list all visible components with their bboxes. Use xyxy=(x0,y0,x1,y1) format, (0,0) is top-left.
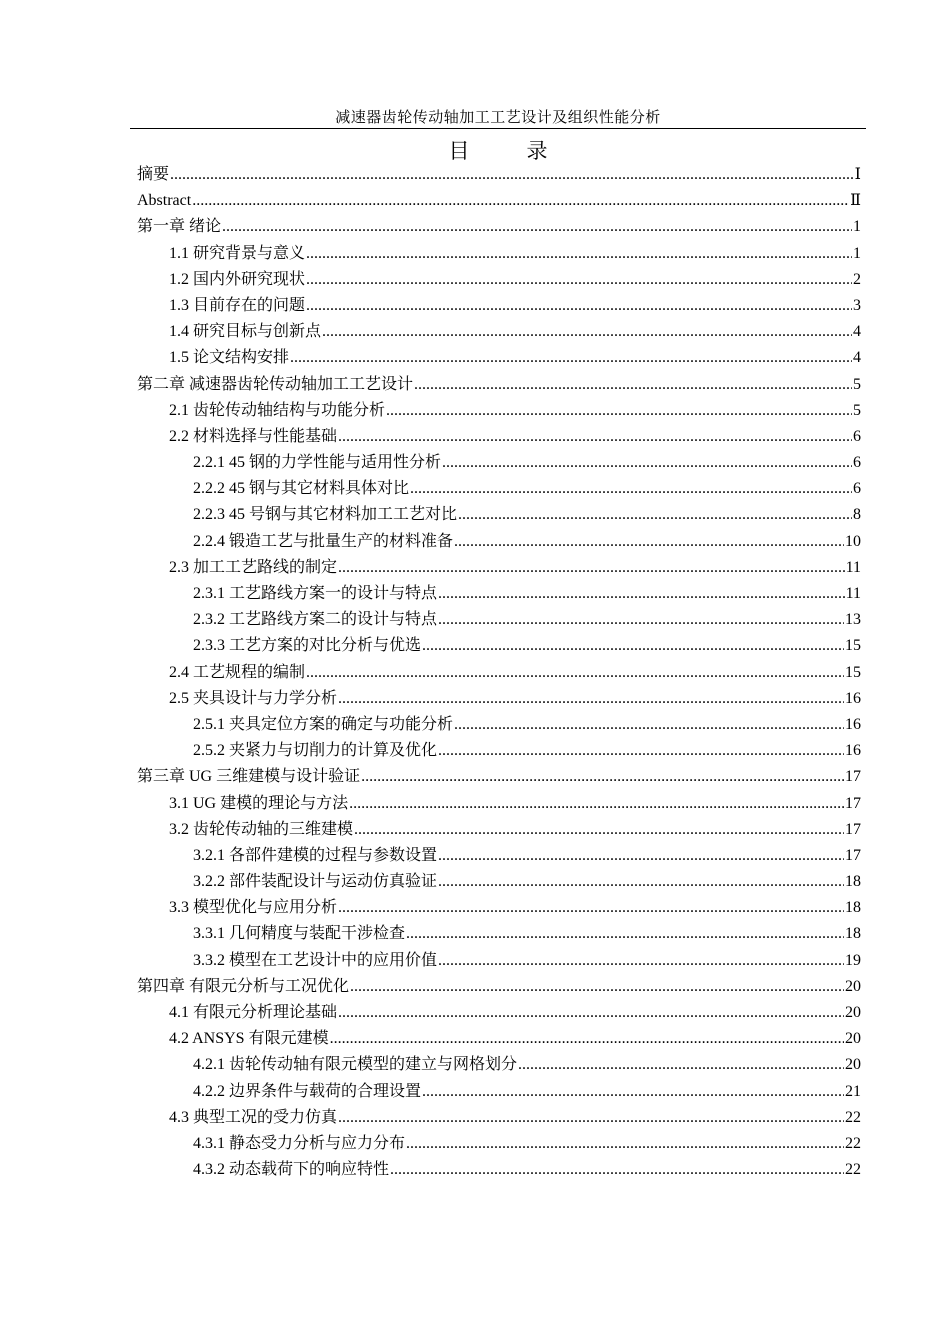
dot-leader xyxy=(322,319,852,345)
dot-leader xyxy=(306,241,852,267)
dot-leader xyxy=(338,555,845,581)
dot-leader xyxy=(338,895,844,921)
toc-entry-title: 4.3.1 静态受力分析与应力分布 xyxy=(193,1134,406,1152)
dot-leader xyxy=(222,214,852,240)
toc-entry[interactable] xyxy=(137,267,861,293)
toc-entry[interactable] xyxy=(137,1052,861,1078)
toc-entry[interactable] xyxy=(137,188,861,214)
toc-entry-title: 第四章 有限元分析与工况优化 xyxy=(137,977,350,995)
toc-entry-title: 4.1 有限元分析理论基础 xyxy=(169,1004,338,1021)
dot-leader xyxy=(422,633,844,659)
toc-entry[interactable] xyxy=(137,502,861,528)
toc-entry-page: 6 xyxy=(853,480,861,498)
toc-entry-title: 2.3.1 工艺路线方案一的设计与特点 xyxy=(193,585,438,602)
toc-entry-page: 3 xyxy=(853,296,861,314)
toc-entry-page: 16 xyxy=(845,715,861,733)
toc-entry-page: 4 xyxy=(853,323,861,341)
toc-title: 目 录 xyxy=(448,139,566,163)
toc-entry[interactable] xyxy=(137,817,861,843)
dot-leader xyxy=(349,791,844,817)
toc-entry-title: Abstract xyxy=(137,192,192,210)
toc-entry-title: 3.3.2 模型在工艺设计中的应用价值 xyxy=(193,951,438,969)
toc-entry[interactable] xyxy=(137,607,861,633)
toc-entry-page: 20 xyxy=(845,1056,861,1074)
toc-entry[interactable] xyxy=(137,712,861,738)
toc-entry-title: 3.2.1 各部件建模的过程与参数设置 xyxy=(193,846,438,864)
toc-entry-page: 18 xyxy=(845,873,861,891)
toc-entry[interactable] xyxy=(137,372,861,398)
toc-entry-page: 13 xyxy=(845,611,861,629)
toc-entry[interactable] xyxy=(137,424,861,450)
toc-entry[interactable] xyxy=(137,1000,861,1026)
toc-entry-title: 2.5.2 夹紧力与切削力的计算及优化 xyxy=(193,742,438,760)
toc-entry[interactable] xyxy=(137,948,861,974)
toc-entry-page: 6 xyxy=(853,454,861,472)
toc-entry-page: 22 xyxy=(845,1161,861,1179)
toc-entry-page: 21 xyxy=(845,1082,861,1100)
toc-entry-title: 2.1 齿轮传动轴结构与功能分析 xyxy=(169,401,386,419)
toc-entry[interactable] xyxy=(137,974,861,1000)
toc-entry[interactable] xyxy=(137,1079,861,1105)
toc-entry-title: 2.2 材料选择与性能基础 xyxy=(169,427,338,445)
running-header: 减速器齿轮传动轴加工工艺设计及组织性能分析 xyxy=(335,110,661,126)
dot-leader xyxy=(518,1052,844,1078)
dot-leader xyxy=(454,529,844,555)
dot-leader xyxy=(438,843,844,869)
toc-entry-page: 22 xyxy=(845,1108,861,1126)
dot-leader xyxy=(290,345,852,371)
toc-entry-page: 19 xyxy=(845,951,861,969)
toc-entry[interactable] xyxy=(137,241,861,267)
dot-leader xyxy=(458,502,852,528)
toc-entry[interactable] xyxy=(137,1131,861,1157)
dot-leader xyxy=(361,764,844,790)
dot-leader xyxy=(442,450,852,476)
toc-entry-page: 17 xyxy=(845,768,861,786)
toc-entry[interactable] xyxy=(137,162,861,188)
toc-entry-title: 2.5 夹具设计与力学分析 xyxy=(169,689,338,707)
toc-entry-title: 摘要 xyxy=(137,166,170,183)
toc-entry[interactable] xyxy=(137,738,861,764)
toc-entry-title: 第三章 UG 三维建模与设计验证 xyxy=(137,768,361,786)
toc-entry[interactable] xyxy=(137,921,861,947)
toc-entry[interactable] xyxy=(137,1105,861,1131)
toc-entry[interactable] xyxy=(137,1157,861,1183)
toc-entry-title: 4.2 ANSYS 有限元建模 xyxy=(169,1030,329,1048)
toc-entry-page: 17 xyxy=(845,820,861,838)
toc-entry[interactable] xyxy=(137,529,861,555)
toc-entry-title: 1.5 论文结构安排 xyxy=(169,349,290,367)
dot-leader xyxy=(330,1026,844,1052)
toc-entry-title: 2.2.2 45 钢与其它材料具体对比 xyxy=(193,480,410,498)
toc-entry-page: 18 xyxy=(845,899,861,917)
dot-leader xyxy=(414,372,852,398)
toc-entry[interactable] xyxy=(137,293,861,319)
toc-entry-title: 2.3 加工工艺路线的制定 xyxy=(169,558,338,576)
dot-leader xyxy=(338,1105,844,1131)
toc-entry[interactable] xyxy=(137,869,861,895)
header-rule xyxy=(130,128,866,129)
toc-entry-page: 10 xyxy=(845,532,861,550)
toc-entry-page: 1 xyxy=(853,218,861,236)
toc-entry[interactable] xyxy=(137,555,861,581)
toc-entry-page: 17 xyxy=(845,846,861,864)
dot-leader xyxy=(338,686,844,712)
toc-entry-title: 4.2.1 齿轮传动轴有限元模型的建立与网格划分 xyxy=(193,1056,518,1074)
toc-entry-page: 20 xyxy=(845,977,861,995)
toc-entry-title: 1.3 目前存在的问题 xyxy=(169,296,306,314)
toc-entry-title: 3.2.2 部件装配设计与运动仿真验证 xyxy=(193,873,438,891)
dot-leader xyxy=(192,188,849,214)
dot-leader xyxy=(438,948,844,974)
dot-leader xyxy=(438,581,845,607)
toc-entry-title: 2.2.1 45 钢的力学性能与适用性分析 xyxy=(193,454,442,472)
toc-entry-title: 4.2.2 边界条件与载荷的合理设置 xyxy=(193,1082,422,1100)
toc-entry-page: Ⅰ xyxy=(854,166,861,183)
toc-entry-title: 3.3 模型优化与应用分析 xyxy=(169,899,338,917)
toc-entry-page: 16 xyxy=(845,742,861,760)
dot-leader xyxy=(306,267,852,293)
toc-entry-title: 2.4 工艺规程的编制 xyxy=(169,663,306,681)
toc-entry-page: 15 xyxy=(845,637,861,655)
toc-entry[interactable] xyxy=(137,345,861,371)
toc-entry-page: 5 xyxy=(853,375,861,393)
toc-entry-page: 5 xyxy=(853,401,861,419)
toc-entry-page: 2 xyxy=(853,270,861,288)
toc-entry[interactable] xyxy=(137,214,861,240)
toc-entry-page: 22 xyxy=(845,1134,861,1152)
dot-leader xyxy=(438,738,844,764)
toc-entry-title: 2.5.1 夹具定位方案的确定与功能分析 xyxy=(193,715,454,733)
toc-entry-title: 第一章 绪论 xyxy=(137,218,222,236)
dot-leader xyxy=(438,869,844,895)
dot-leader xyxy=(306,660,844,686)
toc-entry-title: 4.3 典型工况的受力仿真 xyxy=(169,1108,338,1126)
toc-entry[interactable] xyxy=(137,319,861,345)
dot-leader xyxy=(338,424,852,450)
toc-entry-title: 第二章 减速器齿轮传动轴加工工艺设计 xyxy=(137,375,414,393)
toc-entry[interactable] xyxy=(137,660,861,686)
dot-leader xyxy=(406,921,844,947)
dot-leader xyxy=(386,398,852,424)
toc-entry-title: 1.1 研究背景与意义 xyxy=(169,244,306,262)
dot-leader xyxy=(354,817,844,843)
dot-leader xyxy=(422,1079,844,1105)
toc-entry-page: 16 xyxy=(845,689,861,707)
toc-entry-title: 3.3.1 几何精度与装配干涉检查 xyxy=(193,925,406,943)
toc-entry[interactable] xyxy=(137,398,861,424)
dot-leader xyxy=(390,1157,844,1183)
dot-leader xyxy=(454,712,844,738)
table-of-contents xyxy=(137,162,861,1183)
toc-entry-title: 2.3.2 工艺路线方案二的设计与特点 xyxy=(193,611,438,629)
toc-entry[interactable] xyxy=(137,476,861,502)
dot-leader xyxy=(350,974,844,1000)
toc-entry-page: 1 xyxy=(853,244,861,262)
toc-entry-page: 11 xyxy=(845,585,861,602)
toc-entry-title: 3.1 UG 建模的理论与方法 xyxy=(169,794,349,812)
toc-entry-title: 1.4 研究目标与创新点 xyxy=(169,323,322,341)
dot-leader xyxy=(406,1131,844,1157)
toc-entry[interactable] xyxy=(137,843,861,869)
toc-entry[interactable] xyxy=(137,764,861,790)
toc-entry[interactable] xyxy=(137,895,861,921)
toc-entry-page: 4 xyxy=(853,349,861,367)
toc-entry-page: 8 xyxy=(853,506,861,524)
toc-entry[interactable] xyxy=(137,450,861,476)
toc-entry[interactable] xyxy=(137,581,861,607)
dot-leader xyxy=(438,607,844,633)
dot-leader xyxy=(170,162,854,188)
toc-entry[interactable] xyxy=(137,633,861,659)
toc-entry-page: 17 xyxy=(845,794,861,812)
dot-leader xyxy=(338,1000,844,1026)
toc-entry-page: 6 xyxy=(853,427,861,445)
toc-entry-title: 4.3.2 动态载荷下的响应特性 xyxy=(193,1161,390,1179)
toc-entry-page: 15 xyxy=(845,663,861,681)
toc-entry[interactable] xyxy=(137,1026,861,1052)
toc-entry[interactable] xyxy=(137,686,861,712)
toc-entry-title: 3.2 齿轮传动轴的三维建模 xyxy=(169,820,354,838)
toc-entry-page: 20 xyxy=(845,1004,861,1021)
toc-entry-title: 1.2 国内外研究现状 xyxy=(169,270,306,288)
dot-leader xyxy=(410,476,852,502)
toc-entry-title: 2.3.3 工艺方案的对比分析与优选 xyxy=(193,637,422,655)
toc-entry-page: 11 xyxy=(845,558,861,576)
toc-entry[interactable] xyxy=(137,791,861,817)
toc-entry-title: 2.2.3 45 号钢与其它材料加工工艺对比 xyxy=(193,506,458,524)
toc-entry-page: 18 xyxy=(845,925,861,943)
toc-entry-page: Ⅱ xyxy=(850,192,861,210)
toc-entry-title: 2.2.4 锻造工艺与批量生产的材料准备 xyxy=(193,532,454,550)
toc-entry-page: 20 xyxy=(845,1030,861,1048)
dot-leader xyxy=(306,293,852,319)
